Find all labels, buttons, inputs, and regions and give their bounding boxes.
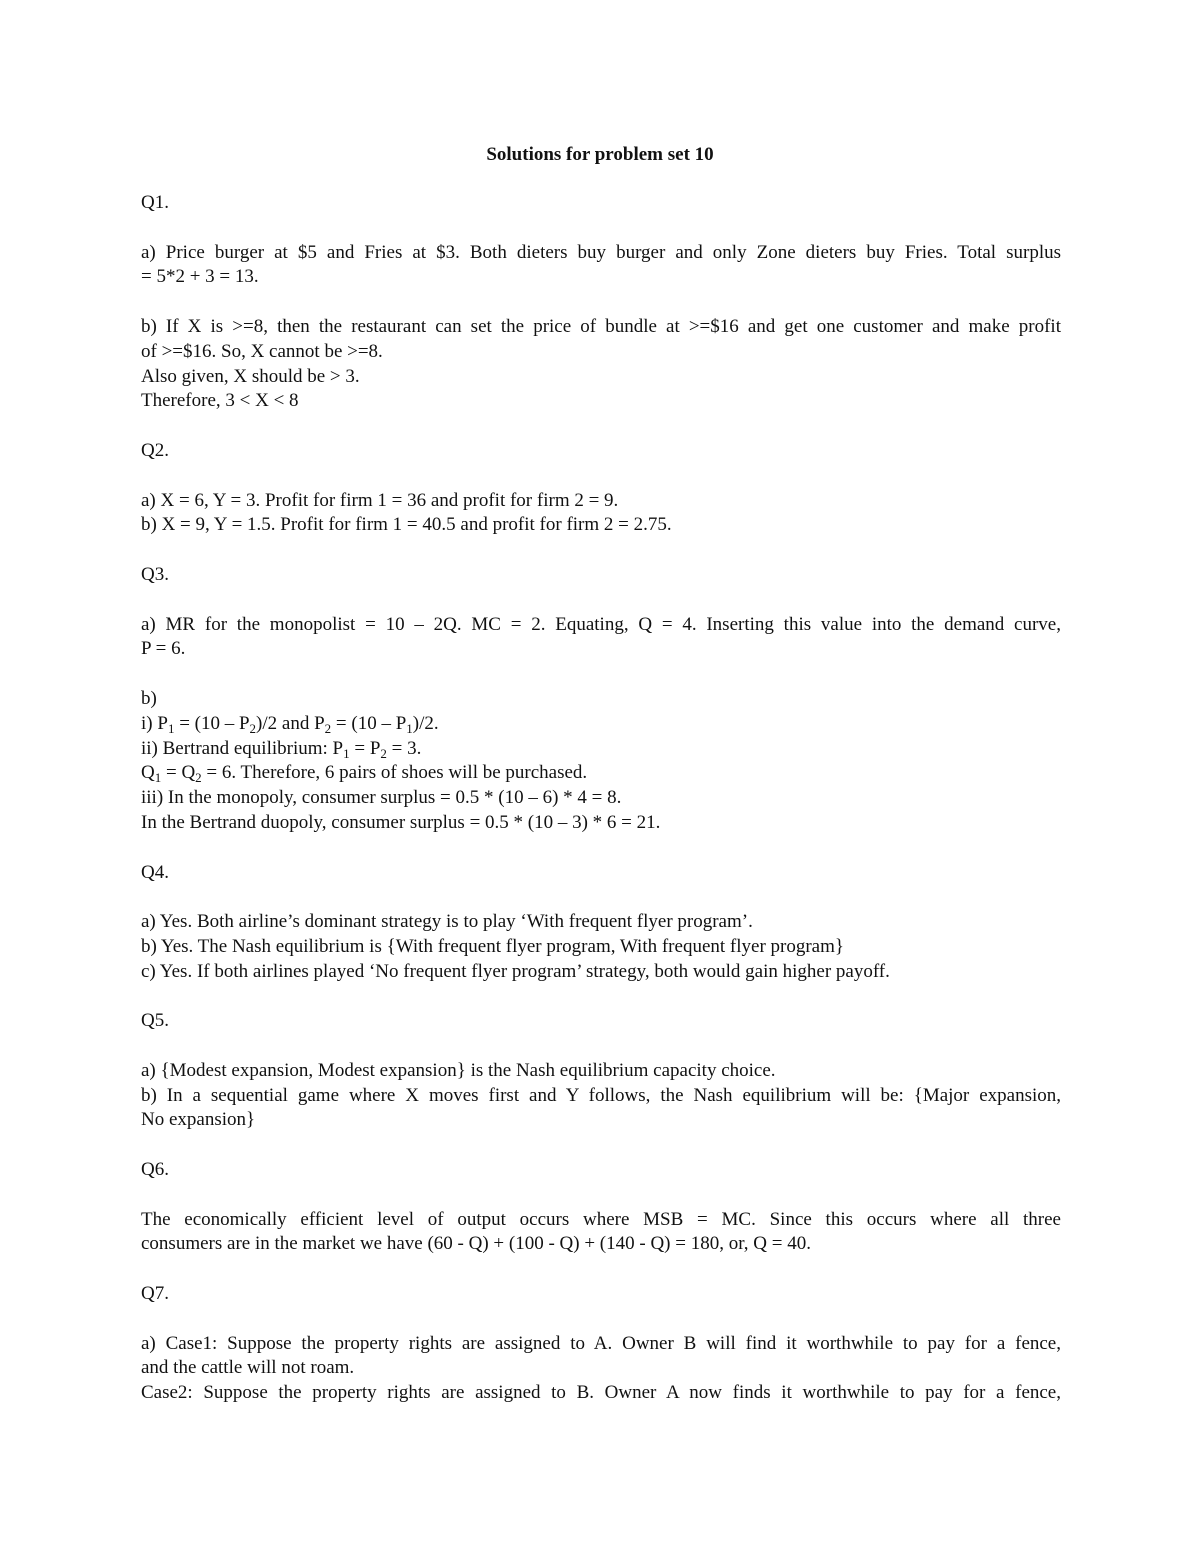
q4-heading: Q4. (141, 861, 169, 883)
q5-b-line1: b) In a sequential game where X moves first and Y follows, the Nash equilibrium will be: {Major expansion, (141, 1084, 1061, 1106)
q1-b-line3: Also given, X should be > 3. (141, 365, 360, 387)
q2-a: a) X = 6, Y = 3. Profit for firm 1 = 36 and profit for firm 2 = 9. (141, 489, 619, 511)
spacer (141, 216, 1061, 241)
q6-heading: Q6. (141, 1159, 169, 1181)
q5-a: a) {Modest expansion, Modest expansion} is the Nash equilibrium capacity choice. (141, 1059, 776, 1081)
q1-heading: Q1. (141, 192, 169, 213)
spacer (141, 1034, 1061, 1059)
spacer (141, 464, 1061, 489)
q4-a: a) Yes. Both airline’s dominant strategy is to play ‘With frequent flyer program’. (141, 911, 753, 933)
q7-a-line3: Case2: Suppose the property rights are assigned to B. Owner A now finds it worthwhile to pay for a fence, (141, 1382, 1061, 1404)
spacer (141, 1257, 1061, 1282)
spacer (141, 588, 1061, 613)
q3-b-iii-line2: In the Bertrand duopoly, consumer surplus = 0.5 * (10 – 3) * 6 = 21. (141, 811, 661, 833)
spacer (141, 985, 1061, 1010)
spacer (141, 885, 1061, 910)
q7-a-line2: and the cattle will not roam. (141, 1357, 355, 1379)
q1-a-line2: = 5*2 + 3 = 13. (141, 266, 259, 288)
spacer (141, 1183, 1061, 1208)
document-body (141, 191, 1061, 1406)
q5-heading: Q5. (141, 1010, 169, 1032)
q3-a-line1: a) MR for the monopolist = 10 – 2Q. MC = 2. Equating, Q = 4. Inserting this value into the demand curve, (141, 613, 1061, 635)
q4-c: c) Yes. If both airlines played ‘No frequent flyer program’ strategy, both would gain higher payoff. (141, 960, 890, 982)
q1-b-line4: Therefore, 3 < X < 8 (141, 390, 299, 412)
q3-b-ii: ii) Bertrand equilibrium: $P_1 = P_2 = 3$. (141, 737, 422, 761)
spacer (141, 290, 1061, 315)
spacer (141, 662, 1061, 687)
q1-b-line1: b) If X is >=8, then the restaurant can set the price of bundle at >=$16 and get one customer and make profit (141, 315, 1061, 337)
q4-b: b) Yes. The Nash equilibrium is {With frequent flyer program, With frequent flyer program} (141, 935, 845, 957)
q1-b-line2: of >=$16. So, X cannot be >=8. (141, 340, 383, 362)
q6-line2: consumers are in the market we have (60 - Q) + (100 - Q) + (140 - Q) = 180, or, Q = 40. (141, 1233, 811, 1255)
q3-heading: Q3. (141, 563, 169, 585)
q3-a-line2: P = 6. (141, 638, 186, 660)
q7-heading: Q7. (141, 1283, 169, 1305)
q2-heading: Q2. (141, 439, 169, 461)
page-title: Solutions for problem set 10 (486, 144, 714, 165)
q3-b-label: b) (141, 687, 157, 709)
spacer (141, 1307, 1061, 1332)
q3-b-iii-line1: iii) In the monopoly, consumer surplus = 0.5 * (10 – 6) * 4 = 8. (141, 787, 622, 809)
spacer (141, 836, 1061, 861)
q7-a-line1: a) Case1: Suppose the property rights are assigned to A. Owner B will find it worthwhile to pay for a fence, (141, 1332, 1061, 1354)
spacer (141, 1133, 1061, 1158)
q2-b: b) X = 9, Y = 1.5. Profit for firm 1 = 40.5 and profit for firm 2 = 2.75. (141, 514, 672, 536)
q1-a-line1: a) Price burger at $5 and Fries at $3. Both dieters buy burger and only Zone dieters buy Fries. Total surplus (141, 241, 1061, 263)
q5-b-line2: No expansion} (141, 1109, 256, 1131)
q3-b-i: i) $P_1 = (10 - P_2)/2$ and $P_2 = (10 - P_1)/2$. (141, 712, 439, 736)
q6-line1: The economically efficient level of output occurs where MSB = MC. Since this occurs where all three (141, 1208, 1061, 1230)
spacer (141, 538, 1061, 563)
q3-b-ii-quantity: $Q_1 = Q_2 = 6$. Therefore, 6 pairs of shoes will be purchased. (141, 762, 588, 786)
spacer (141, 414, 1061, 439)
